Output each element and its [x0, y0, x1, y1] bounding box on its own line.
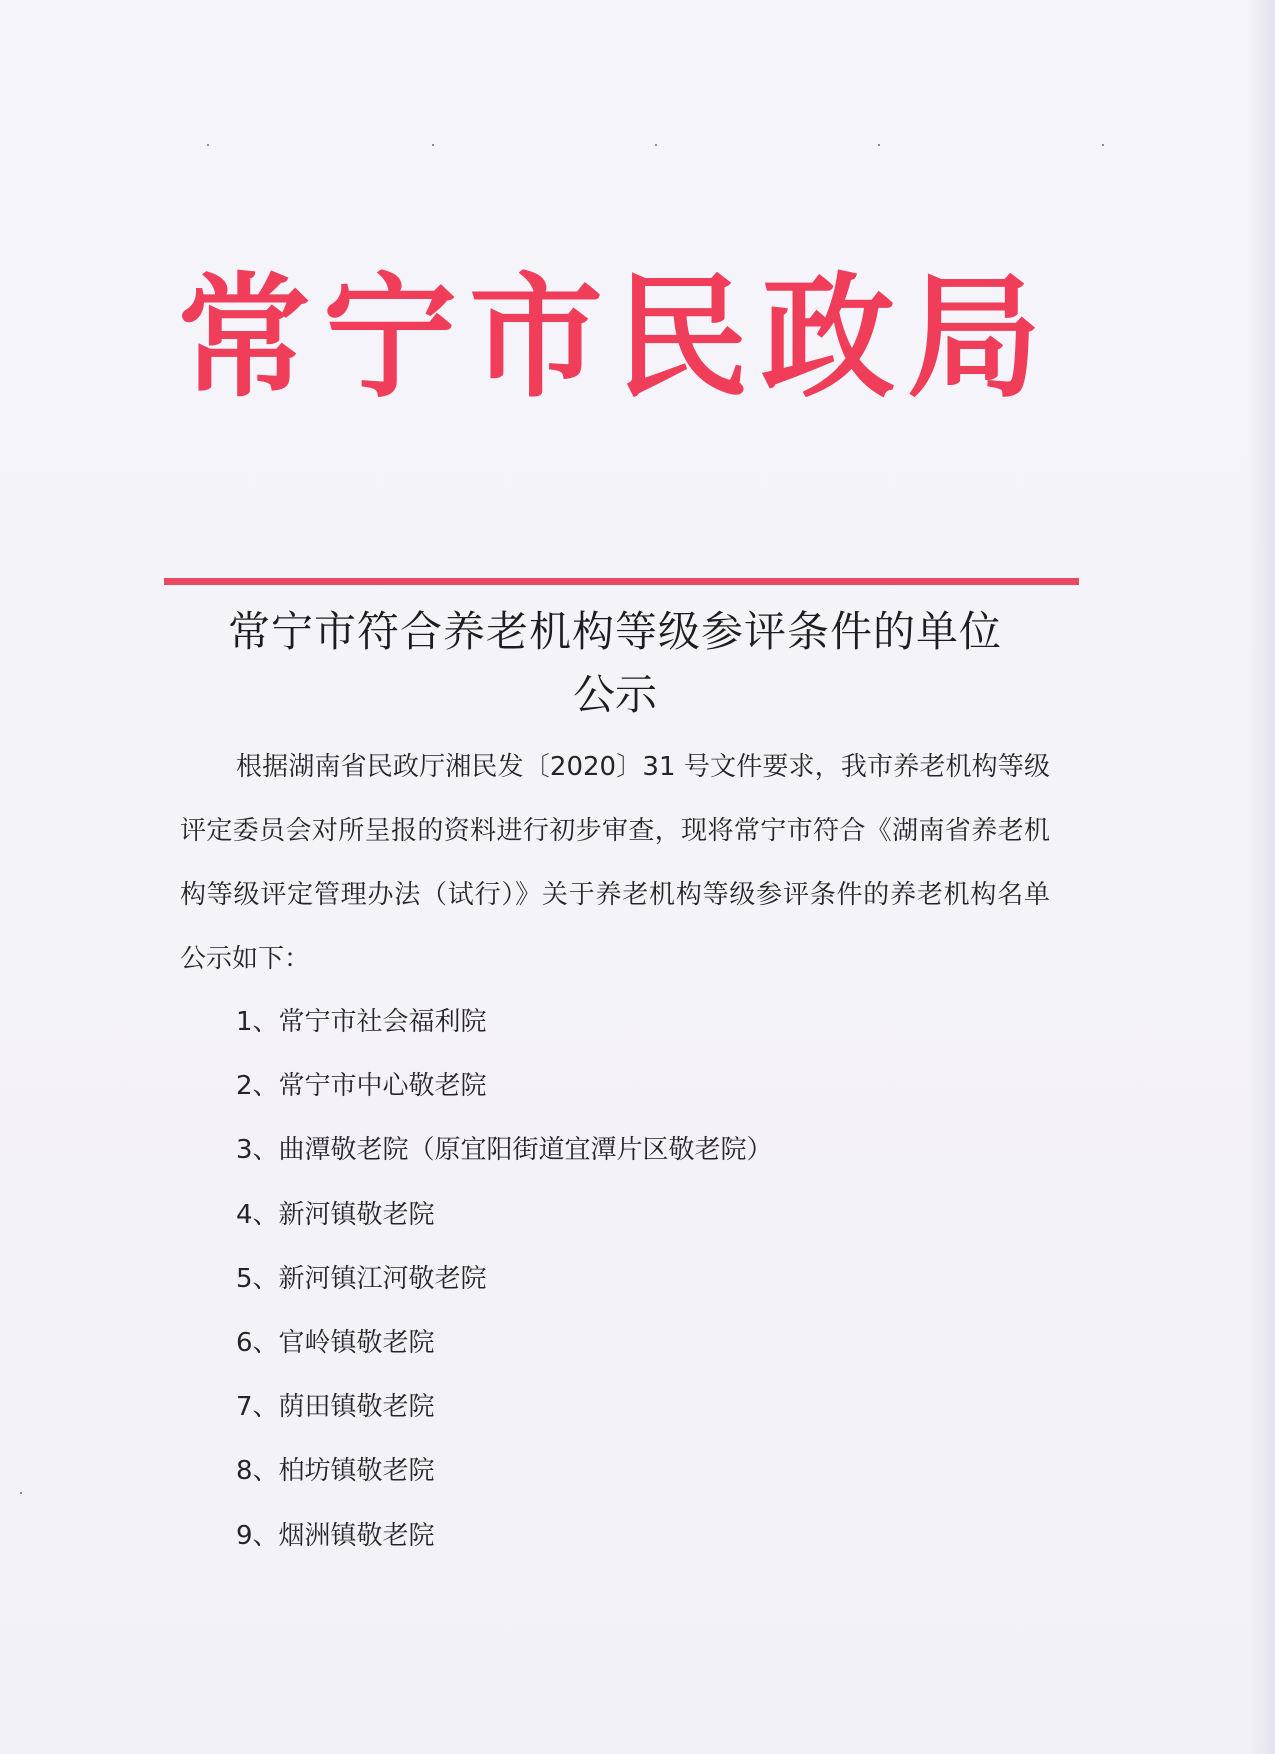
- list-item: 5、新河镇江河敬老院: [236, 1263, 487, 1294]
- list-item: 3、曲潭敬老院（原宜阳街道宜潭片区敬老院）: [236, 1135, 773, 1166]
- list-item: 8、柏坊镇敬老院: [236, 1456, 435, 1487]
- letterhead-agency-name: 常宁市民政局: [176, 258, 1053, 416]
- scan-edge-shadow: [1247, 0, 1275, 1754]
- list-item: 1、常宁市社会福利院: [236, 1007, 487, 1037]
- list-item: 6、官岭镇敬老院: [236, 1327, 435, 1358]
- scan-speck: [432, 144, 434, 146]
- document-title-line-2: 公示: [572, 670, 657, 719]
- scan-speck: [878, 144, 880, 146]
- institution-list: [236, 990, 773, 1568]
- scan-speck: [655, 144, 657, 146]
- list-item: 2、常宁市中心敬老院: [236, 1071, 487, 1102]
- list-item: 9、烟洲镇敬老院: [236, 1520, 435, 1551]
- body-paragraph: 根据湖南省民政厅湘民发〔2020〕31 号文件要求，我市养老机构等级评定委员会对所呈报的资料进行初步审查，现将常宁市符合《湖南省养老机构等级评定管理办法（试行）》关于养老机构等级参评条件的养老机构名单公示如下：: [180, 752, 1050, 974]
- letterhead-red-rule: [164, 578, 1079, 585]
- document-title-line-1: 常宁市符合养老机构等级参评条件的单位: [227, 607, 1002, 656]
- scan-speck: [20, 1492, 22, 1494]
- list-item: 7、荫田镇敬老院: [236, 1392, 435, 1423]
- list-item: 4、新河镇敬老院: [236, 1199, 435, 1230]
- scan-speck: [1102, 144, 1104, 146]
- scan-speck: [207, 144, 209, 146]
